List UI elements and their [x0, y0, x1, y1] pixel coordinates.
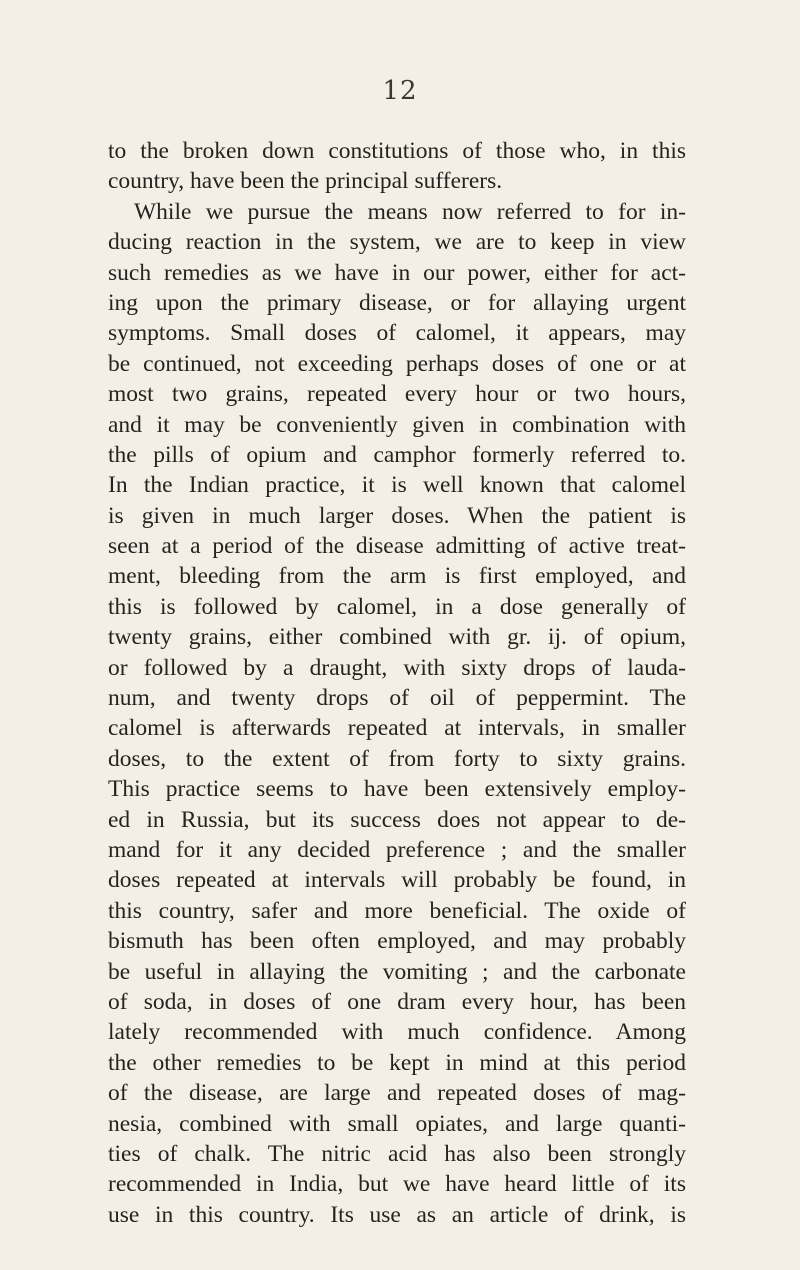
text-line: ties of chalk. The nitric acid has also been strongly [108, 1140, 686, 1167]
text-line: the other remedies to be kept in mind at this period [108, 1049, 686, 1076]
text-line: In the Indian practice, it is well known that calomel [108, 472, 686, 499]
text-line: this is followed by calomel, in a dose generally of [108, 593, 686, 620]
text-line: recommended in India, but we have heard little of its [108, 1171, 686, 1198]
text-line: the pills of opium and camphor formerly referred to. [108, 441, 686, 468]
text-line: This practice seems to have been extensively employ- [108, 776, 686, 803]
text-line: twenty grains, either combined with gr. ij. of opium, [108, 624, 686, 651]
text-line: calomel is afterwards repeated at intervals, in smaller [108, 715, 686, 742]
body-text [108, 136, 686, 1230]
text-line: ducing reaction in the system, we are to keep in view [108, 229, 686, 256]
text-line: bismuth has been often employed, and may probably [108, 928, 686, 955]
text-line: ed in Russia, but its success does not appear to de- [108, 806, 686, 833]
text-line: country, have been the principal sufferers. [108, 168, 503, 195]
text-line: While we pursue the means now referred to for in- [134, 198, 686, 225]
text-line: most two grains, repeated every hour or two hours, [108, 381, 686, 408]
text-line: symptoms. Small doses of calomel, it appears, may [108, 320, 686, 347]
text-line: such remedies as we have in our power, either for act- [108, 259, 686, 286]
text-line: this country, safer and more beneficial. The oxide of [108, 897, 686, 924]
text-line: be continued, not exceeding perhaps doses of one or at [108, 350, 686, 377]
text-line: be useful in allaying the vomiting ; and the carbonate [108, 958, 686, 985]
text-line: is given in much larger doses. When the patient is [108, 502, 686, 529]
text-line: doses, to the extent of from forty to sixty grains. [108, 745, 686, 772]
text-line: nesia, combined with small opiates, and large quanti- [108, 1110, 686, 1137]
text-line: num, and twenty drops of oil of peppermint. The [108, 685, 686, 712]
text-line: lately recommended with much confidence. Among [108, 1019, 686, 1046]
text-line: or followed by a draught, with sixty drops of lauda- [108, 654, 686, 681]
text-line: of soda, in doses of one dram every hour, has been [108, 988, 686, 1015]
text-line: and it may be conveniently given in combination with [108, 411, 686, 438]
text-line: to the broken down constitutions of those who, in this [108, 138, 686, 164]
text-line: ment, bleeding from the arm is first employed, and [108, 563, 686, 590]
text-line: use in this country. Its use as an article of drink, is [108, 1201, 686, 1228]
text-line: seen at a period of the disease admitting of active treat- [108, 533, 686, 560]
text-line: ing upon the primary disease, or for allaying urgent [108, 289, 686, 316]
text-line: of the disease, are large and repeated doses of mag- [108, 1080, 686, 1107]
text-line: doses repeated at intervals will probably be found, in [108, 867, 686, 894]
text-line: mand for it any decided preference ; and the smaller [108, 836, 686, 863]
page-number: 12 [382, 76, 418, 106]
